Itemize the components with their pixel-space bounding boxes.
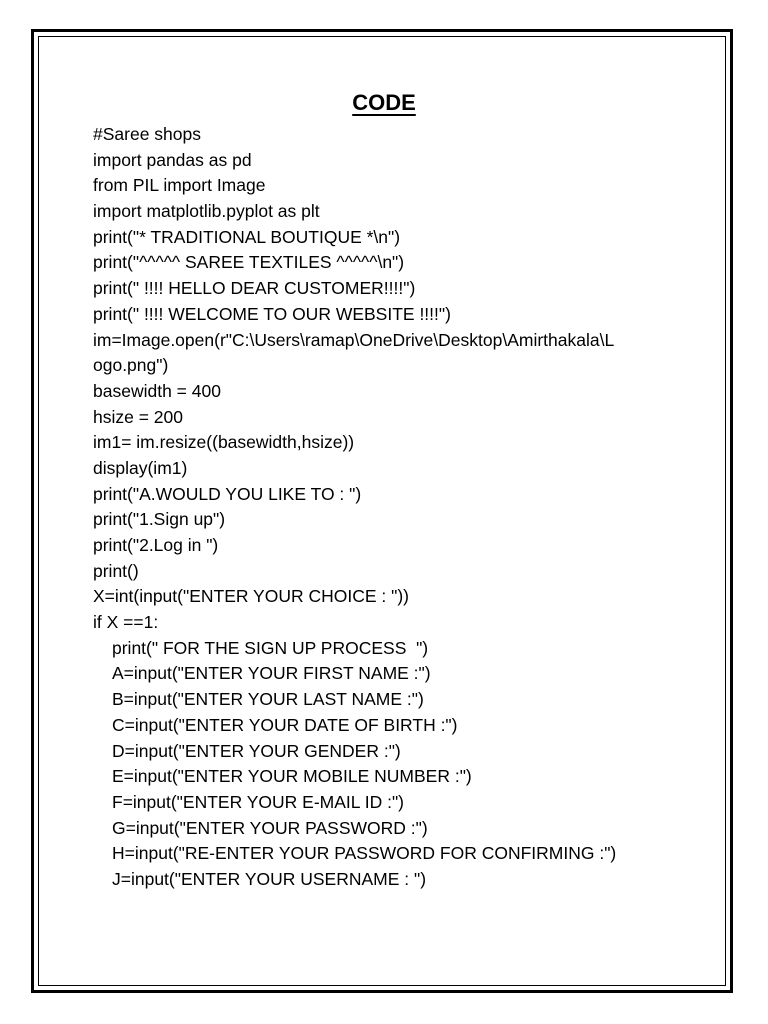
code-line-indented: B=input("ENTER YOUR LAST NAME :") — [112, 689, 424, 710]
code-line: #Saree shops — [93, 124, 201, 144]
code-line: im=Image.open(r"C:\Users\ramap\OneDrive\Desktop\Amirthakala\L — [93, 329, 615, 350]
code-line: print() — [93, 560, 139, 581]
code-line: if X ==1: — [93, 612, 159, 633]
code-line: import matplotlib.pyplot as plt — [93, 201, 320, 222]
code-line-indented: D=input("ENTER YOUR GENDER :") — [112, 740, 401, 761]
code-line: display(im1) — [93, 457, 188, 478]
code-line-indented: J=input("ENTER YOUR USERNAME : ") — [112, 868, 427, 889]
code-line-indented: H=input("RE-ENTER YOUR PASSWORD FOR CONFIRMING :") — [112, 843, 617, 864]
code-line: print("1.Sign up") — [93, 509, 226, 530]
code-line-indented: F=input("ENTER YOUR E-MAIL ID :") — [112, 791, 404, 812]
code-line: print("^^^^^ SAREE TEXTILES ^^^^^\n") — [93, 252, 405, 273]
code-line: ogo.png") — [93, 355, 169, 376]
code-line: print("2.Log in ") — [93, 535, 219, 555]
code-line: print("* TRADITIONAL BOUTIQUE *\n") — [93, 226, 401, 247]
code-line: import pandas as pd — [93, 149, 252, 170]
code-listing — [93, 122, 693, 893]
code-line: print(" !!!! WELCOME TO OUR WEBSITE !!!!") — [93, 303, 451, 324]
code-line-indented: E=input("ENTER YOUR MOBILE NUMBER :") — [112, 766, 472, 787]
code-line-indented: A=input("ENTER YOUR FIRST NAME :") — [112, 663, 431, 684]
code-line: X=int(input("ENTER YOUR CHOICE : ")) — [93, 586, 409, 607]
code-line: hsize = 200 — [93, 406, 183, 427]
code-line-indented: print(" FOR THE SIGN UP PROCESS ") — [112, 637, 429, 658]
code-line: print(" !!!! HELLO DEAR CUSTOMER!!!!") — [93, 278, 416, 299]
code-line-indented: C=input("ENTER YOUR DATE OF BIRTH :") — [112, 714, 458, 735]
code-line: from PIL import Image — [93, 175, 266, 196]
code-line: print("A.WOULD YOU LIKE TO : ") — [93, 483, 362, 504]
code-line-indented: G=input("ENTER YOUR PASSWORD :") — [112, 817, 428, 838]
page-title: CODE — [352, 90, 416, 115]
code-line: im1= im.resize((basewidth,hsize)) — [93, 432, 355, 453]
code-line: basewidth = 400 — [93, 380, 221, 401]
